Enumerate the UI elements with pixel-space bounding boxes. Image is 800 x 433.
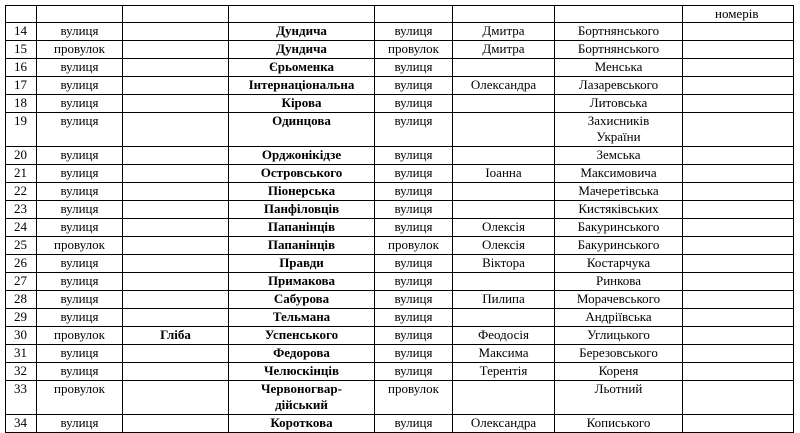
- old-name-cell: Кірова: [229, 95, 375, 113]
- new-type-cell: провулок: [375, 41, 453, 59]
- note-cell: [683, 415, 794, 433]
- old-type-cell: провулок: [37, 41, 123, 59]
- old-type-cell: вулиця: [37, 23, 123, 41]
- row-number-cell: 26: [6, 255, 37, 273]
- new-name-cell: Менська: [555, 59, 683, 77]
- note-cell: [683, 219, 794, 237]
- old-name-cell: Одинцова: [229, 113, 375, 147]
- old-first-name-cell: [123, 381, 229, 415]
- table-row: [6, 237, 794, 255]
- table-row: [6, 147, 794, 165]
- row-number-cell: 28: [6, 291, 37, 309]
- old-name-cell: Дундича: [229, 23, 375, 41]
- new-type-cell: вулиця: [375, 291, 453, 309]
- note-cell: [683, 77, 794, 95]
- old-name-cell: Інтернаціональна: [229, 77, 375, 95]
- row-number-cell: 32: [6, 363, 37, 381]
- old-type-cell: вулиця: [37, 291, 123, 309]
- old-type-cell: вулиця: [37, 219, 123, 237]
- row-number-cell: 22: [6, 183, 37, 201]
- table-row: [6, 59, 794, 77]
- street-renaming-table: [5, 5, 794, 433]
- old-type-cell: вулиця: [37, 345, 123, 363]
- header-cell: [555, 6, 683, 23]
- new-first-name-cell: [453, 273, 555, 291]
- old-first-name-cell: [123, 183, 229, 201]
- new-name-cell: Бортнянського: [555, 23, 683, 41]
- new-first-name-cell: [453, 201, 555, 219]
- note-cell: [683, 273, 794, 291]
- new-name-cell: Кореня: [555, 363, 683, 381]
- table-row: [6, 273, 794, 291]
- row-number-cell: 30: [6, 327, 37, 345]
- new-type-cell: вулиця: [375, 77, 453, 95]
- note-cell: [683, 255, 794, 273]
- new-name-cell: Лазаревського: [555, 77, 683, 95]
- new-name-cell: Бакуринського: [555, 237, 683, 255]
- new-first-name-cell: Дмитра: [453, 41, 555, 59]
- note-cell: [683, 309, 794, 327]
- old-type-cell: провулок: [37, 237, 123, 255]
- header-note: номерів: [683, 6, 794, 23]
- note-cell: [683, 183, 794, 201]
- table-row: [6, 77, 794, 95]
- old-type-cell: вулиця: [37, 255, 123, 273]
- old-name-cell: Сабурова: [229, 291, 375, 309]
- table-row: [6, 415, 794, 433]
- new-name-cell: Земська: [555, 147, 683, 165]
- new-first-name-cell: Олексія: [453, 237, 555, 255]
- old-first-name-cell: [123, 77, 229, 95]
- table-row: [6, 309, 794, 327]
- old-first-name-cell: [123, 147, 229, 165]
- old-name-cell: Островського: [229, 165, 375, 183]
- header-cell: [37, 6, 123, 23]
- header-row: [6, 6, 794, 23]
- old-type-cell: вулиця: [37, 363, 123, 381]
- new-first-name-cell: Дмитра: [453, 23, 555, 41]
- table-row: [6, 113, 794, 147]
- old-name-cell: Панфіловців: [229, 201, 375, 219]
- table-row: [6, 345, 794, 363]
- new-type-cell: вулиця: [375, 147, 453, 165]
- old-name-cell: Дундича: [229, 41, 375, 59]
- new-first-name-cell: Олександра: [453, 77, 555, 95]
- old-type-cell: вулиця: [37, 77, 123, 95]
- note-cell: [683, 237, 794, 255]
- note-cell: [683, 201, 794, 219]
- table-row: [6, 201, 794, 219]
- row-number-cell: 31: [6, 345, 37, 363]
- new-type-cell: вулиця: [375, 201, 453, 219]
- new-first-name-cell: [453, 59, 555, 77]
- row-number-cell: 29: [6, 309, 37, 327]
- row-number-cell: 20: [6, 147, 37, 165]
- new-name-cell: Литовська: [555, 95, 683, 113]
- table-row: [6, 291, 794, 309]
- new-type-cell: вулиця: [375, 345, 453, 363]
- old-type-cell: вулиця: [37, 59, 123, 77]
- table-row: [6, 183, 794, 201]
- new-type-cell: вулиця: [375, 219, 453, 237]
- old-first-name-cell: [123, 291, 229, 309]
- new-first-name-cell: [453, 147, 555, 165]
- new-type-cell: вулиця: [375, 165, 453, 183]
- old-type-cell: провулок: [37, 381, 123, 415]
- old-type-cell: вулиця: [37, 201, 123, 219]
- old-type-cell: вулиця: [37, 113, 123, 147]
- new-type-cell: провулок: [375, 381, 453, 415]
- old-first-name-cell: Гліба: [123, 327, 229, 345]
- row-number-cell: 23: [6, 201, 37, 219]
- new-type-cell: вулиця: [375, 415, 453, 433]
- old-type-cell: вулиця: [37, 95, 123, 113]
- old-name-cell: Успенського: [229, 327, 375, 345]
- new-name-cell: Андріївська: [555, 309, 683, 327]
- new-name-cell: Костарчука: [555, 255, 683, 273]
- table-row: [6, 327, 794, 345]
- old-name-cell: Піонерська: [229, 183, 375, 201]
- old-name-cell: Орджонікідзе: [229, 147, 375, 165]
- old-first-name-cell: [123, 309, 229, 327]
- new-first-name-cell: Максима: [453, 345, 555, 363]
- row-number-cell: 16: [6, 59, 37, 77]
- new-first-name-cell: Віктора: [453, 255, 555, 273]
- row-number-cell: 25: [6, 237, 37, 255]
- old-type-cell: провулок: [37, 327, 123, 345]
- header-cell: [453, 6, 555, 23]
- new-type-cell: вулиця: [375, 183, 453, 201]
- old-name-cell: Примакова: [229, 273, 375, 291]
- new-type-cell: вулиця: [375, 273, 453, 291]
- old-name-cell: Єрьоменка: [229, 59, 375, 77]
- note-cell: [683, 59, 794, 77]
- table-row: [6, 41, 794, 59]
- old-first-name-cell: [123, 95, 229, 113]
- note-cell: [683, 345, 794, 363]
- note-cell: [683, 381, 794, 415]
- row-number-cell: 27: [6, 273, 37, 291]
- note-cell: [683, 327, 794, 345]
- old-first-name-cell: [123, 41, 229, 59]
- row-number-cell: 19: [6, 113, 37, 147]
- row-number-cell: 34: [6, 415, 37, 433]
- new-name-cell: Ринкова: [555, 273, 683, 291]
- old-name-cell: Тельмана: [229, 309, 375, 327]
- table-row: [6, 219, 794, 237]
- old-first-name-cell: [123, 113, 229, 147]
- header-cell: [6, 6, 37, 23]
- old-first-name-cell: [123, 255, 229, 273]
- old-first-name-cell: [123, 165, 229, 183]
- new-type-cell: вулиця: [375, 309, 453, 327]
- new-first-name-cell: Терентія: [453, 363, 555, 381]
- new-name-cell: Кописького: [555, 415, 683, 433]
- header-cell: [123, 6, 229, 23]
- table-row: [6, 363, 794, 381]
- note-cell: [683, 23, 794, 41]
- row-number-cell: 15: [6, 41, 37, 59]
- old-first-name-cell: [123, 201, 229, 219]
- new-first-name-cell: [453, 309, 555, 327]
- old-first-name-cell: [123, 363, 229, 381]
- old-name-cell: Короткова: [229, 415, 375, 433]
- new-name-cell: Углицького: [555, 327, 683, 345]
- new-name-cell: Бакуринського: [555, 219, 683, 237]
- new-type-cell: вулиця: [375, 327, 453, 345]
- note-cell: [683, 165, 794, 183]
- table-row: [6, 95, 794, 113]
- row-number-cell: 14: [6, 23, 37, 41]
- new-name-cell: Березовського: [555, 345, 683, 363]
- new-name-cell: Максимовича: [555, 165, 683, 183]
- new-name-cell: Морачевського: [555, 291, 683, 309]
- new-first-name-cell: Іоанна: [453, 165, 555, 183]
- table-row: [6, 23, 794, 41]
- note-cell: [683, 95, 794, 113]
- new-first-name-cell: Олексія: [453, 219, 555, 237]
- new-type-cell: вулиця: [375, 363, 453, 381]
- old-type-cell: вулиця: [37, 165, 123, 183]
- header-cell: [229, 6, 375, 23]
- old-type-cell: вулиця: [37, 415, 123, 433]
- new-name-cell: Кистяківських: [555, 201, 683, 219]
- header-cell: [375, 6, 453, 23]
- old-first-name-cell: [123, 415, 229, 433]
- table-row: [6, 381, 794, 415]
- new-name-cell: Льотний: [555, 381, 683, 415]
- table-row: [6, 165, 794, 183]
- old-name-cell: Папанінців: [229, 219, 375, 237]
- old-name-cell: Червоногвар- дійський: [229, 381, 375, 415]
- new-name-cell: Бортнянського: [555, 41, 683, 59]
- old-name-cell: Папанінців: [229, 237, 375, 255]
- new-first-name-cell: [453, 95, 555, 113]
- old-first-name-cell: [123, 273, 229, 291]
- row-number-cell: 17: [6, 77, 37, 95]
- row-number-cell: 18: [6, 95, 37, 113]
- old-type-cell: вулиця: [37, 309, 123, 327]
- old-type-cell: вулиця: [37, 273, 123, 291]
- old-name-cell: Федорова: [229, 345, 375, 363]
- new-type-cell: вулиця: [375, 23, 453, 41]
- new-first-name-cell: Олександра: [453, 415, 555, 433]
- new-first-name-cell: Феодосія: [453, 327, 555, 345]
- old-type-cell: вулиця: [37, 147, 123, 165]
- row-number-cell: 21: [6, 165, 37, 183]
- new-first-name-cell: Пилипа: [453, 291, 555, 309]
- new-type-cell: вулиця: [375, 255, 453, 273]
- new-type-cell: провулок: [375, 237, 453, 255]
- note-cell: [683, 363, 794, 381]
- old-first-name-cell: [123, 345, 229, 363]
- note-cell: [683, 113, 794, 147]
- old-name-cell: Правди: [229, 255, 375, 273]
- old-name-cell: Челюскінців: [229, 363, 375, 381]
- new-first-name-cell: [453, 113, 555, 147]
- table-row: [6, 255, 794, 273]
- note-cell: [683, 291, 794, 309]
- row-number-cell: 33: [6, 381, 37, 415]
- new-first-name-cell: [453, 381, 555, 415]
- new-name-cell: Захисників України: [555, 113, 683, 147]
- new-type-cell: вулиця: [375, 113, 453, 147]
- old-first-name-cell: [123, 219, 229, 237]
- new-type-cell: вулиця: [375, 59, 453, 77]
- row-number-cell: 24: [6, 219, 37, 237]
- note-cell: [683, 147, 794, 165]
- old-first-name-cell: [123, 59, 229, 77]
- new-name-cell: Мачеретівська: [555, 183, 683, 201]
- old-first-name-cell: [123, 237, 229, 255]
- new-type-cell: вулиця: [375, 95, 453, 113]
- old-first-name-cell: [123, 23, 229, 41]
- old-type-cell: вулиця: [37, 183, 123, 201]
- note-cell: [683, 41, 794, 59]
- new-first-name-cell: [453, 183, 555, 201]
